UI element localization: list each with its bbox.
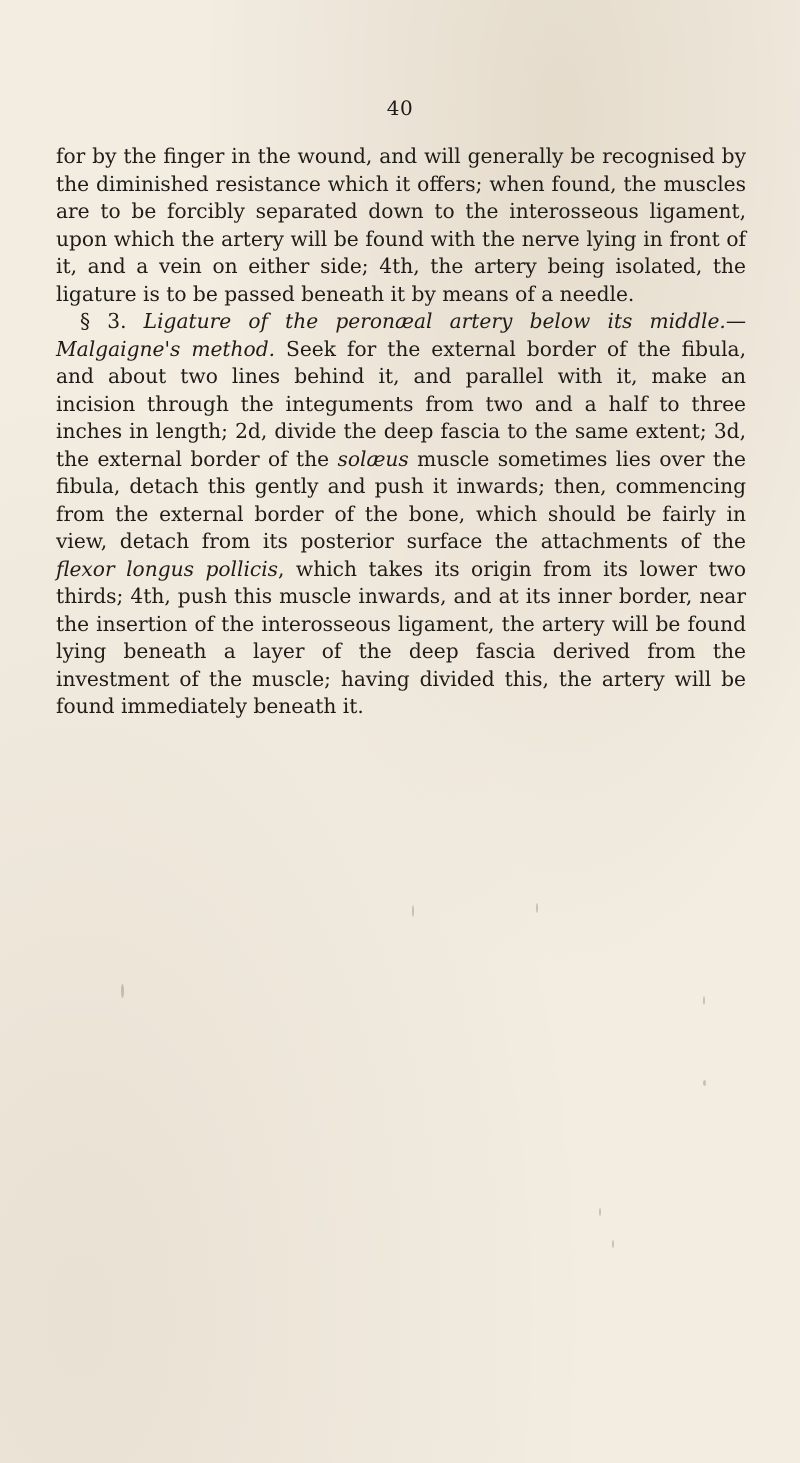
section-heading: Ligature of the peronæal artery below its middle.: [143, 309, 726, 333]
em-dash: —: [725, 309, 746, 333]
paper-speck: [703, 996, 705, 1005]
section-text-b: muscle sometimes lies over the fibula, detach this gently and push it inwards; then, commencing from the external border of the bone, which should be fairly in view, detach from its posterior surface the attachments of the: [56, 446, 746, 553]
muscle-name-flexor: flexor longus pollicis: [56, 556, 279, 581]
paper-speck: [536, 903, 538, 913]
page-number: 40: [386, 96, 414, 120]
section-text-a: Seek for the external border of the fibula, and about two lines behind it, and parallel with it, make an incision through the integuments from two and a half to three inches in length; 2d, divide the deep fascia to the same extent; 3d, the external border of the: [56, 336, 746, 471]
muscle-name-solaeus: solæus: [337, 446, 409, 471]
paper-speck: [412, 905, 414, 917]
section-text-c: , which takes its origin from its lower two thirds; 4th, push this muscle inwards, and at its inner border, near the insertion of the interosseous ligament, the artery will be found lying beneath a layer of the deep fascia derived from the investment of the muscle; having divided this, the artery will be found immediately beneath it.: [56, 556, 746, 718]
paragraph-section-3: [56, 308, 746, 721]
paragraph-continuation: for by the finger in the wound, and will generally be recognised by the diminished resistance which it offers; when found, the muscles are to be forcibly separated down to the interosseous ligament, upon which the artery will be found with the nerve lying in front of it, and a vein on either side; 4th, the artery being isolated, the ligature is to be passed beneath it by means of a needle.: [56, 144, 746, 306]
paper-speck: [599, 1208, 601, 1216]
paper-speck: [703, 1080, 706, 1086]
body-text: [56, 143, 746, 721]
paper-speck: [612, 1240, 614, 1248]
method-name: Malgaigne's method.: [56, 336, 276, 361]
paper-speck: [121, 984, 124, 998]
section-mark: § 3.: [80, 309, 127, 333]
